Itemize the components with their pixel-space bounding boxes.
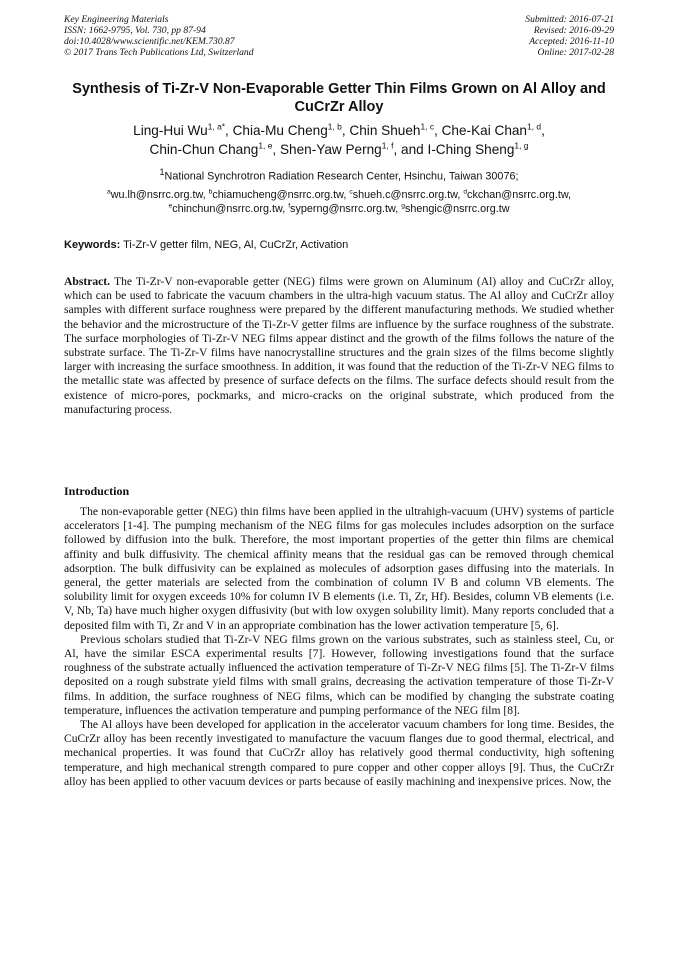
- copyright-line: © 2017 Trans Tech Publications Ltd, Switzerland: [64, 47, 254, 58]
- issn-line: ISSN: 1662-9795, Vol. 730, pp 87-94: [64, 25, 206, 36]
- accepted-date: Accepted: 2016-11-10: [529, 36, 614, 47]
- author-affil-sup: 1, a*: [207, 121, 226, 132]
- author-name: Chia-Mu Cheng: [232, 123, 328, 138]
- email-link[interactable]: chinchun@nsrrc.org.tw: [172, 203, 283, 215]
- author-affil-sup: 1, g: [514, 140, 529, 151]
- online-date: Online: 2017-02-28: [537, 47, 614, 58]
- author-affil-sup: 1, b: [327, 121, 342, 132]
- body-paragraph: The non-evaporable getter (NEG) thin films have been applied in the ultrahigh-vacuum (UHV) systems of particle accelerators [1-4]. The pumping mechanism of the NEG films for gas molecules includes adsorption on the surface followed by diffusion into the bulk. Therefore, the most important properties of the getter thin films are chemical affinity and bulk diffusivity. The chemical affinity means that the residual gas can be removed through chemical adsorption. The bulk diffusivity can be explained as molecules of adsorption gases diffusing into the materials. In general, the getter materials are selected from the combination of column IV B and column VB elements. The solubility limit for oxygen exceeds 10% for column IV B elements (i.e. Ti, Zr, Hf). Besides, column VB elements (i.e. V, Nb, Ta) have much higher oxygen diffusivity (but with low oxygen solubility limit). Many reports concluded that a deposited film with Ti, Zr and V in an appropriate combination has the lower activation temperature [5, 6].: [64, 505, 614, 632]
- abstract-label: Abstract.: [64, 275, 111, 288]
- journal-info: [64, 14, 254, 58]
- email-link[interactable]: syperng@nsrrc.org.tw: [290, 203, 396, 215]
- affiliation: [64, 166, 614, 184]
- author-name: I-Ching Sheng: [427, 142, 515, 157]
- author-name: Shen-Yaw Perng: [279, 142, 382, 157]
- email-link[interactable]: shengic@nsrrc.org.tw: [404, 203, 510, 215]
- affiliation-sup: 1: [159, 167, 165, 177]
- email-list: $^a$wu.lh@nsrrc.org.tw, $^b$chiamucheng@nsrrc.org.tw, $^c$shueh.c@nsrrc.org.tw, $^d$ckchan@nsrrc.org.tw, $^e$chinchun@nsrrc.org.tw, $^f$syperng@nsrrc.org.tw, $^g$shengic@nsrrc.org.tw: [106, 188, 572, 215]
- body-paragraph: The Al alloys have been developed for application in the accelerator vacuum chambers for long time. Besides, the CuCrZr alloy has been recently investigated to manufacture the vacuum flanges due to good thermal, electrical, and mechanical properties. It was found that CuCrZr alloy has relatively good thermal conductivity, high softening temperature, and high mechanical strength compared to pure copper and other copper alloys [9]. Thus, the CuCrZr alloy has been applied to other vacuum devices or parts because of easily machining and inexpensive prices. Now, the: [64, 718, 614, 788]
- doi-line: doi:10.4028/www.scientific.net/KEM.730.87: [64, 36, 235, 47]
- abstract: [64, 275, 614, 417]
- keywords-label: Keywords:: [64, 239, 121, 251]
- email-link[interactable]: wu.lh@nsrrc.org.tw: [110, 189, 203, 201]
- author-affil-sup: 1, c: [420, 121, 435, 132]
- paper-title: Synthesis of Ti-Zr-V Non-Evaporable Getter Thin Films Grown on Al Alloy and CuCrZr Alloy: [72, 81, 606, 115]
- keywords-text: Ti-Zr-V getter film, NEG, Al, CuCrZr, Activation: [123, 239, 349, 251]
- author-affil-sup: 1, f: [381, 140, 394, 151]
- submitted-date: Submitted: 2016-07-21: [525, 14, 614, 25]
- abstract-text: The Ti-Zr-V non-evaporable getter (NEG) films were grown on Aluminum (Al) alloy and CuCrZr alloy, which can be used to fabricate the vacuum chambers in the ultra-high vacuum status. The Al alloy and CuCrZr alloy samples with different surface roughness were prepared by the different manufacturing methods. We studied whether the behavior and the microstructure of the Ti-Zr-V getter films are influence by the surface roughness of the substrate. The surface morphologies of Ti-Zr-V NEG films appear distinct and the growth of the films follows the nature of the substrate surface. The Ti-Zr-V films have nanocrystalline structures and the grain sizes of the films become slightly larger with increasing the surface smoothness. In addition, it was found that the reduction of the Ti-Zr-V NEG films to the metallic state was affected by presence of surface defects on the films. The surface defects should result from the existence of micro-pores, pockmarks, and micro-cracks on the original substrate, which produced from the manufacturing process.: [64, 275, 614, 416]
- author-name: Ling-Hui Wu: [133, 123, 208, 138]
- author-name: Chin-Chun Chang: [149, 142, 259, 157]
- introduction-body: [64, 505, 614, 789]
- revised-date: Revised: 2016-09-29: [533, 25, 614, 36]
- email-link[interactable]: shueh.c@nsrrc.org.tw: [352, 189, 458, 201]
- email-link[interactable]: chiamucheng@nsrrc.org.tw: [212, 189, 344, 201]
- body-paragraph: Previous scholars studied that Ti-Zr-V NEG films grown on the various substrates, such as stainless steel, Cu, or Al, have the similar ESCA experimental results [7]. However, following investigations found that the surface roughness of the substrate actually influenced the activation temperature of Ti-Zr-V NEG films [5]. The Ti-Zr-V films deposited on a rough substrate yield films with small grains, decreasing the activation temperature of those Ti-Zr-V films. In addition, the surface roughness of NEG films, which can be modified by changing the substrate coating temperature, influences the activation temperature and pumping performance of the NEG film [8].: [64, 632, 614, 717]
- author-affil-sup: 1, d: [527, 121, 542, 132]
- affiliation-text: National Synchrotron Radiation Research Center, Hsinchu, Taiwan 30076;: [164, 170, 519, 183]
- author-name: Che-Kai Chan: [441, 123, 527, 138]
- publication-dates: [525, 14, 614, 58]
- author-affil-sup: 1, e: [258, 140, 273, 151]
- section-heading-introduction: Introduction: [64, 484, 130, 498]
- author-name: Chin Shueh: [349, 123, 421, 138]
- keywords: [64, 238, 614, 252]
- journal-name: Key Engineering Materials: [64, 14, 169, 25]
- author-list: Ling-Hui $Wu^{1, a*}$, Chia-Mu Cheng$^{1, b}$, Chin Shueh$^{1, c}$, Che-Kai Chan$^{1, d}$, Chin-Chun Chang$^{1, e}$, Shen-Yaw Perng$^{1, f}$, and I-Ching Sheng$^{1, g}$: [133, 121, 545, 157]
- email-link[interactable]: ckchan@nsrrc.org.tw: [467, 189, 569, 201]
